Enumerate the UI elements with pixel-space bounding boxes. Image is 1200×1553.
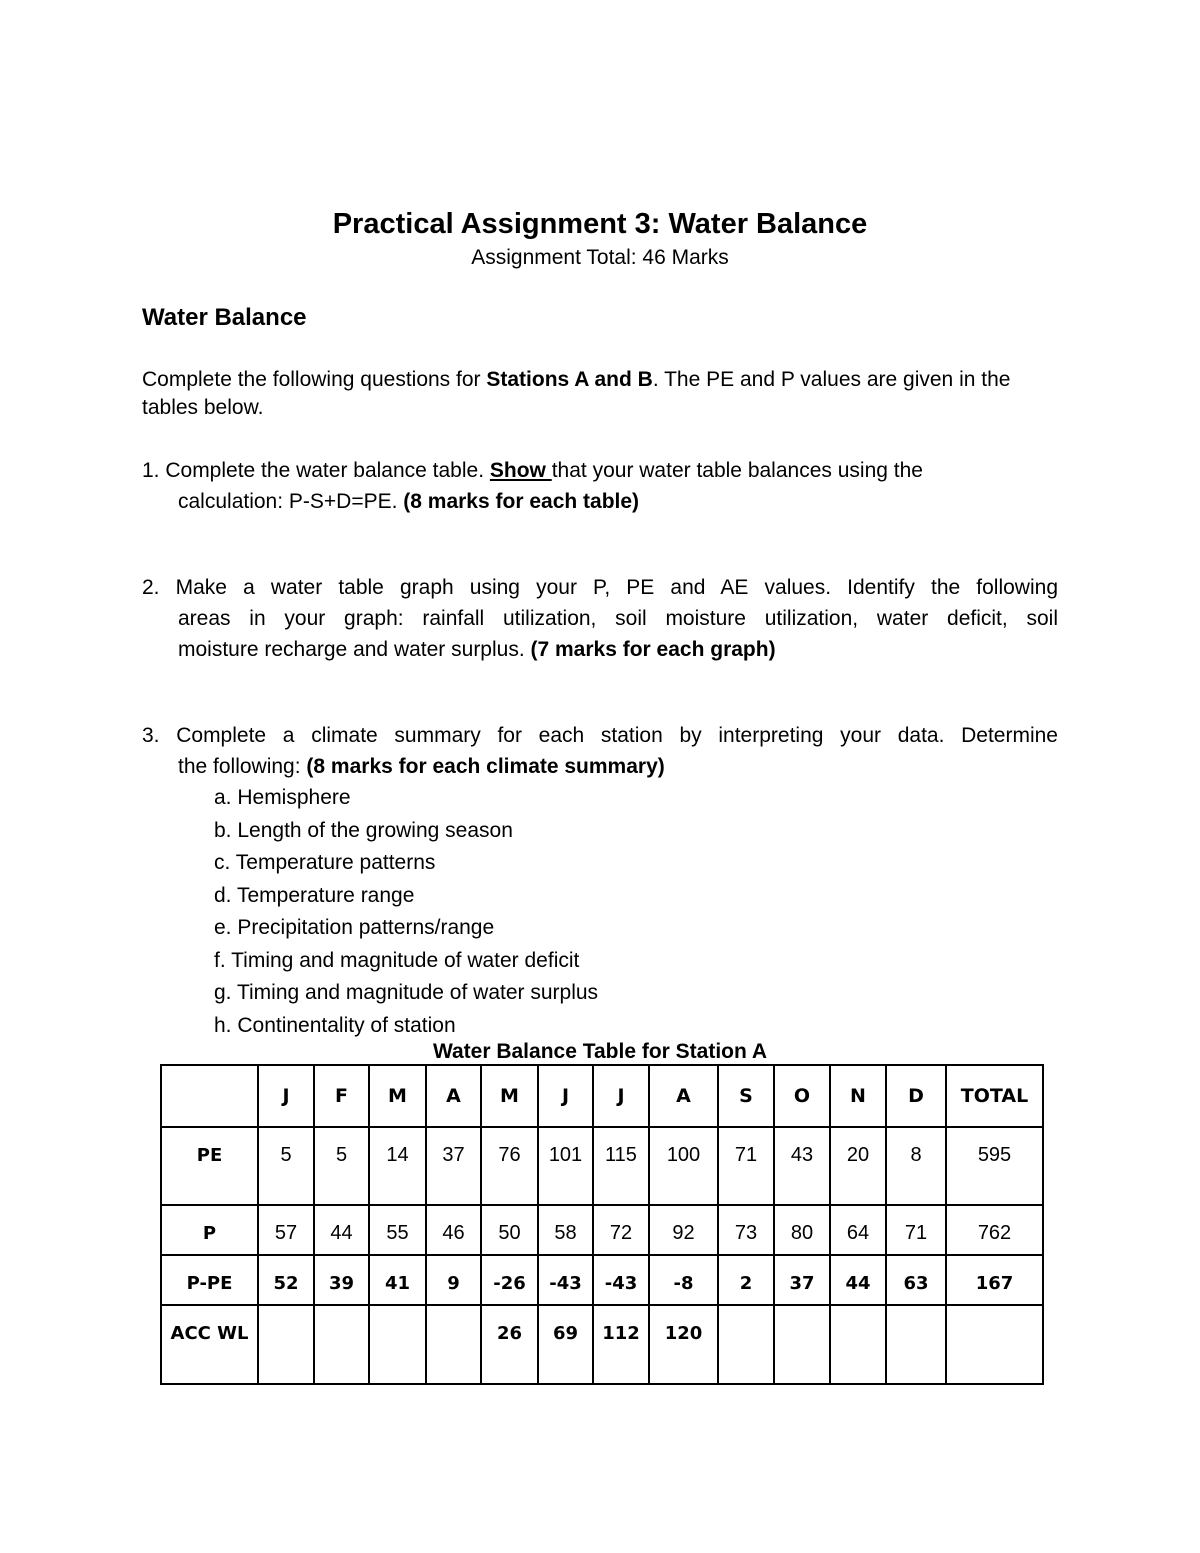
- table-cell: [718, 1205, 774, 1255]
- table-cell: [314, 1305, 369, 1384]
- cell-value: [947, 1306, 1042, 1320]
- table-cell: [649, 1305, 718, 1384]
- row-label: [161, 1205, 258, 1255]
- question-3-line-1: 3. Complete a climate summary for each station by interpreting your data. Determine: [142, 724, 1058, 747]
- q1-marks: (8 marks for each table): [403, 490, 640, 513]
- q2-marks: (7 marks for each graph): [530, 638, 776, 661]
- cell-value: -43: [549, 1273, 582, 1294]
- row-label-text: PE: [196, 1145, 223, 1166]
- cell-value: 69: [552, 1323, 579, 1344]
- column-header: J: [538, 1065, 593, 1127]
- cell-value: 8: [910, 1144, 922, 1166]
- cell-value: 71: [734, 1144, 758, 1166]
- table-cell: [481, 1255, 538, 1305]
- cell-value: [315, 1306, 368, 1320]
- table-cell: [258, 1127, 314, 1205]
- table-cell: [946, 1255, 1043, 1305]
- table-cell: [481, 1305, 538, 1384]
- cell-value: 72: [609, 1222, 633, 1244]
- question-1: [142, 455, 1058, 517]
- cell-value: 762: [977, 1222, 1012, 1244]
- table-cell: [426, 1205, 481, 1255]
- question-2: [142, 572, 1058, 665]
- list-item: h. Continentality of station: [214, 1013, 456, 1037]
- cell-value: -26: [493, 1273, 526, 1294]
- table-cell: [718, 1255, 774, 1305]
- question-3-line-2: [142, 751, 1058, 782]
- table-cell: [593, 1205, 649, 1255]
- cell-value: 5: [280, 1144, 292, 1166]
- cell-value: [427, 1306, 480, 1320]
- table-cell: [886, 1305, 946, 1384]
- intro-prefix: Complete the following questions for: [142, 368, 487, 391]
- table-cell: [830, 1255, 886, 1305]
- cell-value: 595: [977, 1144, 1012, 1166]
- table-cell: [369, 1205, 426, 1255]
- table-cell: [649, 1205, 718, 1255]
- cell-value: 120: [664, 1323, 703, 1344]
- table-row-p-pe: [161, 1255, 1043, 1305]
- table-cell: [258, 1205, 314, 1255]
- cell-value: [887, 1306, 945, 1320]
- row-label: [161, 1127, 258, 1205]
- cell-value: 46: [442, 1222, 465, 1244]
- cell-value: 9: [447, 1273, 460, 1294]
- table-cell: [538, 1255, 593, 1305]
- cell-value: [370, 1306, 425, 1320]
- intro-suffix: . The PE and P values are given in the tables below.: [142, 368, 1011, 419]
- cell-value: 44: [845, 1273, 871, 1294]
- question-3: [142, 720, 1058, 782]
- column-header: F: [314, 1065, 369, 1127]
- cell-value: -43: [604, 1273, 638, 1294]
- assignment-total: Assignment Total: 46 Marks: [471, 246, 729, 269]
- cell-value: -8: [673, 1273, 694, 1294]
- question-2-line-1: 2. Make a water table graph using your P, PE and AE values. Identify the following: [142, 576, 1058, 599]
- table-cell: [538, 1305, 593, 1384]
- table-cell: [538, 1205, 593, 1255]
- list-item: f. Timing and magnitude of water deficit: [214, 948, 580, 972]
- table-cell: [774, 1127, 830, 1205]
- column-header: [161, 1065, 258, 1127]
- column-header: N: [830, 1065, 886, 1127]
- intro-paragraph: [142, 366, 1058, 422]
- cell-value: 39: [328, 1273, 355, 1294]
- table-cell: [946, 1305, 1043, 1384]
- table-cell: [593, 1255, 649, 1305]
- cell-value: 37: [789, 1273, 815, 1294]
- table-cell: [830, 1305, 886, 1384]
- cell-value: 14: [386, 1144, 409, 1166]
- cell-value: [719, 1306, 773, 1320]
- table-cell: [774, 1305, 830, 1384]
- cell-value: [831, 1306, 885, 1320]
- cell-value: 58: [554, 1222, 577, 1244]
- cell-value: 20: [846, 1144, 870, 1166]
- question-2-line-2: areas in your graph: rainfall utilization, soil moisture utilization, water deficit, soil: [178, 607, 1058, 630]
- row-label-text: P-PE: [186, 1273, 233, 1294]
- table-cell: [314, 1255, 369, 1305]
- q1-calc: calculation: P-S+D=PE.: [178, 490, 404, 513]
- q1-suffix: that your water table balances using the: [551, 459, 923, 482]
- cell-value: [259, 1306, 313, 1320]
- cell-value: 73: [734, 1222, 758, 1244]
- cell-value: 71: [904, 1222, 928, 1244]
- column-header: A: [649, 1065, 718, 1127]
- table-cell: [886, 1127, 946, 1205]
- question-2-line-3: [142, 634, 1058, 665]
- table-cell: [830, 1127, 886, 1205]
- cell-value: 101: [548, 1144, 583, 1166]
- intro-bold: Stations A and B: [486, 368, 653, 391]
- column-header: D: [886, 1065, 946, 1127]
- cell-value: 80: [790, 1222, 814, 1244]
- cell-value: 64: [846, 1222, 870, 1244]
- row-label: [161, 1255, 258, 1305]
- table-cell: [258, 1255, 314, 1305]
- table-cell: [830, 1205, 886, 1255]
- table-row-pe: [161, 1127, 1043, 1205]
- table-cell: [426, 1127, 481, 1205]
- climate-summary-items: [214, 782, 598, 1042]
- cell-value: 112: [602, 1323, 640, 1344]
- table-cell: [886, 1205, 946, 1255]
- column-header: TOTAL: [946, 1065, 1043, 1127]
- list-item: e. Precipitation patterns/range: [214, 916, 495, 939]
- column-header: M: [481, 1065, 538, 1127]
- cell-value: 115: [605, 1144, 637, 1166]
- column-header: S: [718, 1065, 774, 1127]
- list-item: c. Temperature patterns: [214, 851, 436, 874]
- list-item: b. Length of the growing season: [214, 818, 513, 842]
- cell-value: 50: [498, 1222, 521, 1244]
- q1-show-emphasis: Show: [489, 459, 552, 482]
- cell-value: 76: [498, 1144, 521, 1166]
- table-header-row: [161, 1065, 1043, 1127]
- table-cell: [369, 1255, 426, 1305]
- table-cell: [481, 1127, 538, 1205]
- cell-value: 37: [442, 1144, 465, 1166]
- column-header: M: [369, 1065, 426, 1127]
- table-cell: [649, 1127, 718, 1205]
- cell-value: 43: [790, 1144, 814, 1166]
- cell-value: 44: [330, 1222, 353, 1244]
- table-cell: [774, 1255, 830, 1305]
- column-header: A: [426, 1065, 481, 1127]
- q3-text: the following:: [178, 755, 307, 778]
- table-row-acc-wl: [161, 1305, 1043, 1384]
- row-label-text: ACC WL: [170, 1323, 249, 1344]
- question-1-line-2: [142, 486, 1058, 517]
- table-cell: [718, 1305, 774, 1384]
- cell-value: 55: [386, 1222, 409, 1244]
- table-cell: [946, 1205, 1043, 1255]
- table-cell: [886, 1255, 946, 1305]
- column-header: J: [258, 1065, 314, 1127]
- table-title: Water Balance Table for Station A: [432, 1040, 768, 1063]
- table-cell: [481, 1205, 538, 1255]
- table-cell: [314, 1205, 369, 1255]
- table-cell: [649, 1255, 718, 1305]
- row-label: [161, 1305, 258, 1384]
- cell-value: 5: [335, 1144, 348, 1166]
- table-cell: [369, 1305, 426, 1384]
- table-cell: [314, 1127, 369, 1205]
- table-cell: [718, 1127, 774, 1205]
- column-header: J: [593, 1065, 649, 1127]
- column-header: O: [774, 1065, 830, 1127]
- q2-text: moisture recharge and water surplus.: [178, 638, 531, 661]
- cell-value: 2: [739, 1273, 753, 1294]
- water-balance-table: [160, 1064, 1044, 1385]
- table-cell: [593, 1127, 649, 1205]
- table-cell: [774, 1205, 830, 1255]
- table-cell: [426, 1305, 481, 1384]
- section-heading: Water Balance: [142, 304, 307, 331]
- cell-value: 52: [273, 1273, 299, 1294]
- table-cell: [258, 1305, 314, 1384]
- cell-value: 41: [384, 1273, 411, 1294]
- cell-value: 92: [672, 1222, 695, 1244]
- table-cell: [946, 1127, 1043, 1205]
- list-item: a. Hemisphere: [214, 786, 351, 809]
- q3-marks: (8 marks for each climate summary): [306, 755, 665, 778]
- table-cell: [369, 1127, 426, 1205]
- table-row-p: [161, 1205, 1043, 1255]
- q1-prefix: 1. Complete the water balance table.: [142, 459, 490, 482]
- table-cell: [538, 1127, 593, 1205]
- cell-value: 26: [496, 1323, 523, 1344]
- row-label-text: P: [202, 1223, 217, 1244]
- list-item: g. Timing and magnitude of water surplus: [214, 981, 599, 1004]
- cell-value: 57: [274, 1222, 298, 1244]
- list-item: d. Temperature range: [214, 883, 415, 907]
- question-1-line-1: [142, 455, 1058, 486]
- cell-value: 100: [666, 1144, 701, 1166]
- cell-value: 167: [975, 1273, 1014, 1294]
- page-title: Practical Assignment 3: Water Balance: [332, 208, 868, 240]
- cell-value: [775, 1306, 829, 1320]
- table-cell: [426, 1255, 481, 1305]
- cell-value: 63: [903, 1273, 929, 1294]
- table-cell: [593, 1305, 649, 1384]
